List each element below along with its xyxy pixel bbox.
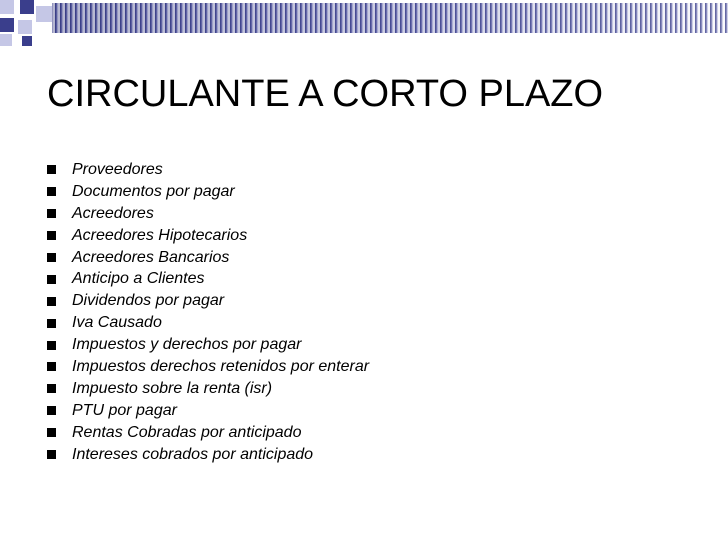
square-bullet-icon: [47, 406, 56, 415]
deco-square: [20, 0, 34, 14]
deco-square: [36, 6, 52, 22]
square-bullet-icon: [47, 165, 56, 174]
list-item-label: Acreedores: [72, 204, 154, 222]
list-item: [47, 159, 369, 181]
list-item-label: Intereses cobrados por anticipado: [72, 445, 314, 463]
list-item-label: PTU por pagar: [72, 401, 177, 419]
list-item: [47, 203, 369, 225]
list-item: [47, 268, 369, 290]
square-bullet-icon: [47, 275, 56, 284]
square-bullet-icon: [47, 319, 56, 328]
list-item: [47, 290, 369, 312]
square-bullet-icon: [47, 428, 56, 437]
list-item-label: Impuestos derechos retenidos por enterar: [72, 357, 370, 375]
striped-banner-overlay: [52, 3, 728, 33]
list-item: [47, 334, 369, 356]
list-item-label: Dividendos por pagar: [72, 292, 225, 310]
deco-square: [22, 36, 32, 46]
square-bullet-icon: [47, 231, 56, 240]
square-bullet-icon: [47, 341, 56, 350]
list-item: [47, 247, 369, 269]
deco-square: [0, 18, 14, 32]
list-item-label: Proveedores: [72, 160, 163, 178]
list-item: [47, 356, 369, 378]
deco-square: [0, 34, 12, 46]
list-item-label: Rentas Cobradas por anticipado: [72, 423, 302, 441]
square-bullet-icon: [47, 253, 56, 262]
list-item-label: Impuestos y derechos por pagar: [72, 336, 302, 354]
list-item: [47, 444, 369, 466]
bullet-list: [47, 159, 369, 465]
list-item-label: Documentos por pagar: [72, 182, 235, 200]
square-bullet-icon: [47, 209, 56, 218]
list-item-label: Anticipo a Clientes: [72, 270, 205, 288]
square-bullet-icon: [47, 297, 56, 306]
list-item-label: Iva Causado: [72, 314, 162, 332]
square-bullet-icon: [47, 187, 56, 196]
slide-title: CIRCULANTE A CORTO PLAZO: [47, 73, 604, 115]
deco-square: [0, 0, 14, 14]
square-bullet-icon: [47, 450, 56, 459]
list-item-label: Acreedores Bancarios: [72, 248, 230, 266]
list-item: [47, 422, 369, 444]
list-item: [47, 181, 369, 203]
list-item: [47, 378, 369, 400]
list-item: [47, 400, 369, 422]
list-item-label: Acreedores Hipotecarios: [72, 226, 248, 244]
list-item: [47, 225, 369, 247]
list-item: [47, 312, 369, 334]
square-bullet-icon: [47, 384, 56, 393]
deco-square: [18, 20, 32, 34]
list-item-label: Impuesto sobre la renta (isr): [72, 379, 273, 397]
square-bullet-icon: [47, 362, 56, 371]
header-decoration: [0, 0, 728, 50]
